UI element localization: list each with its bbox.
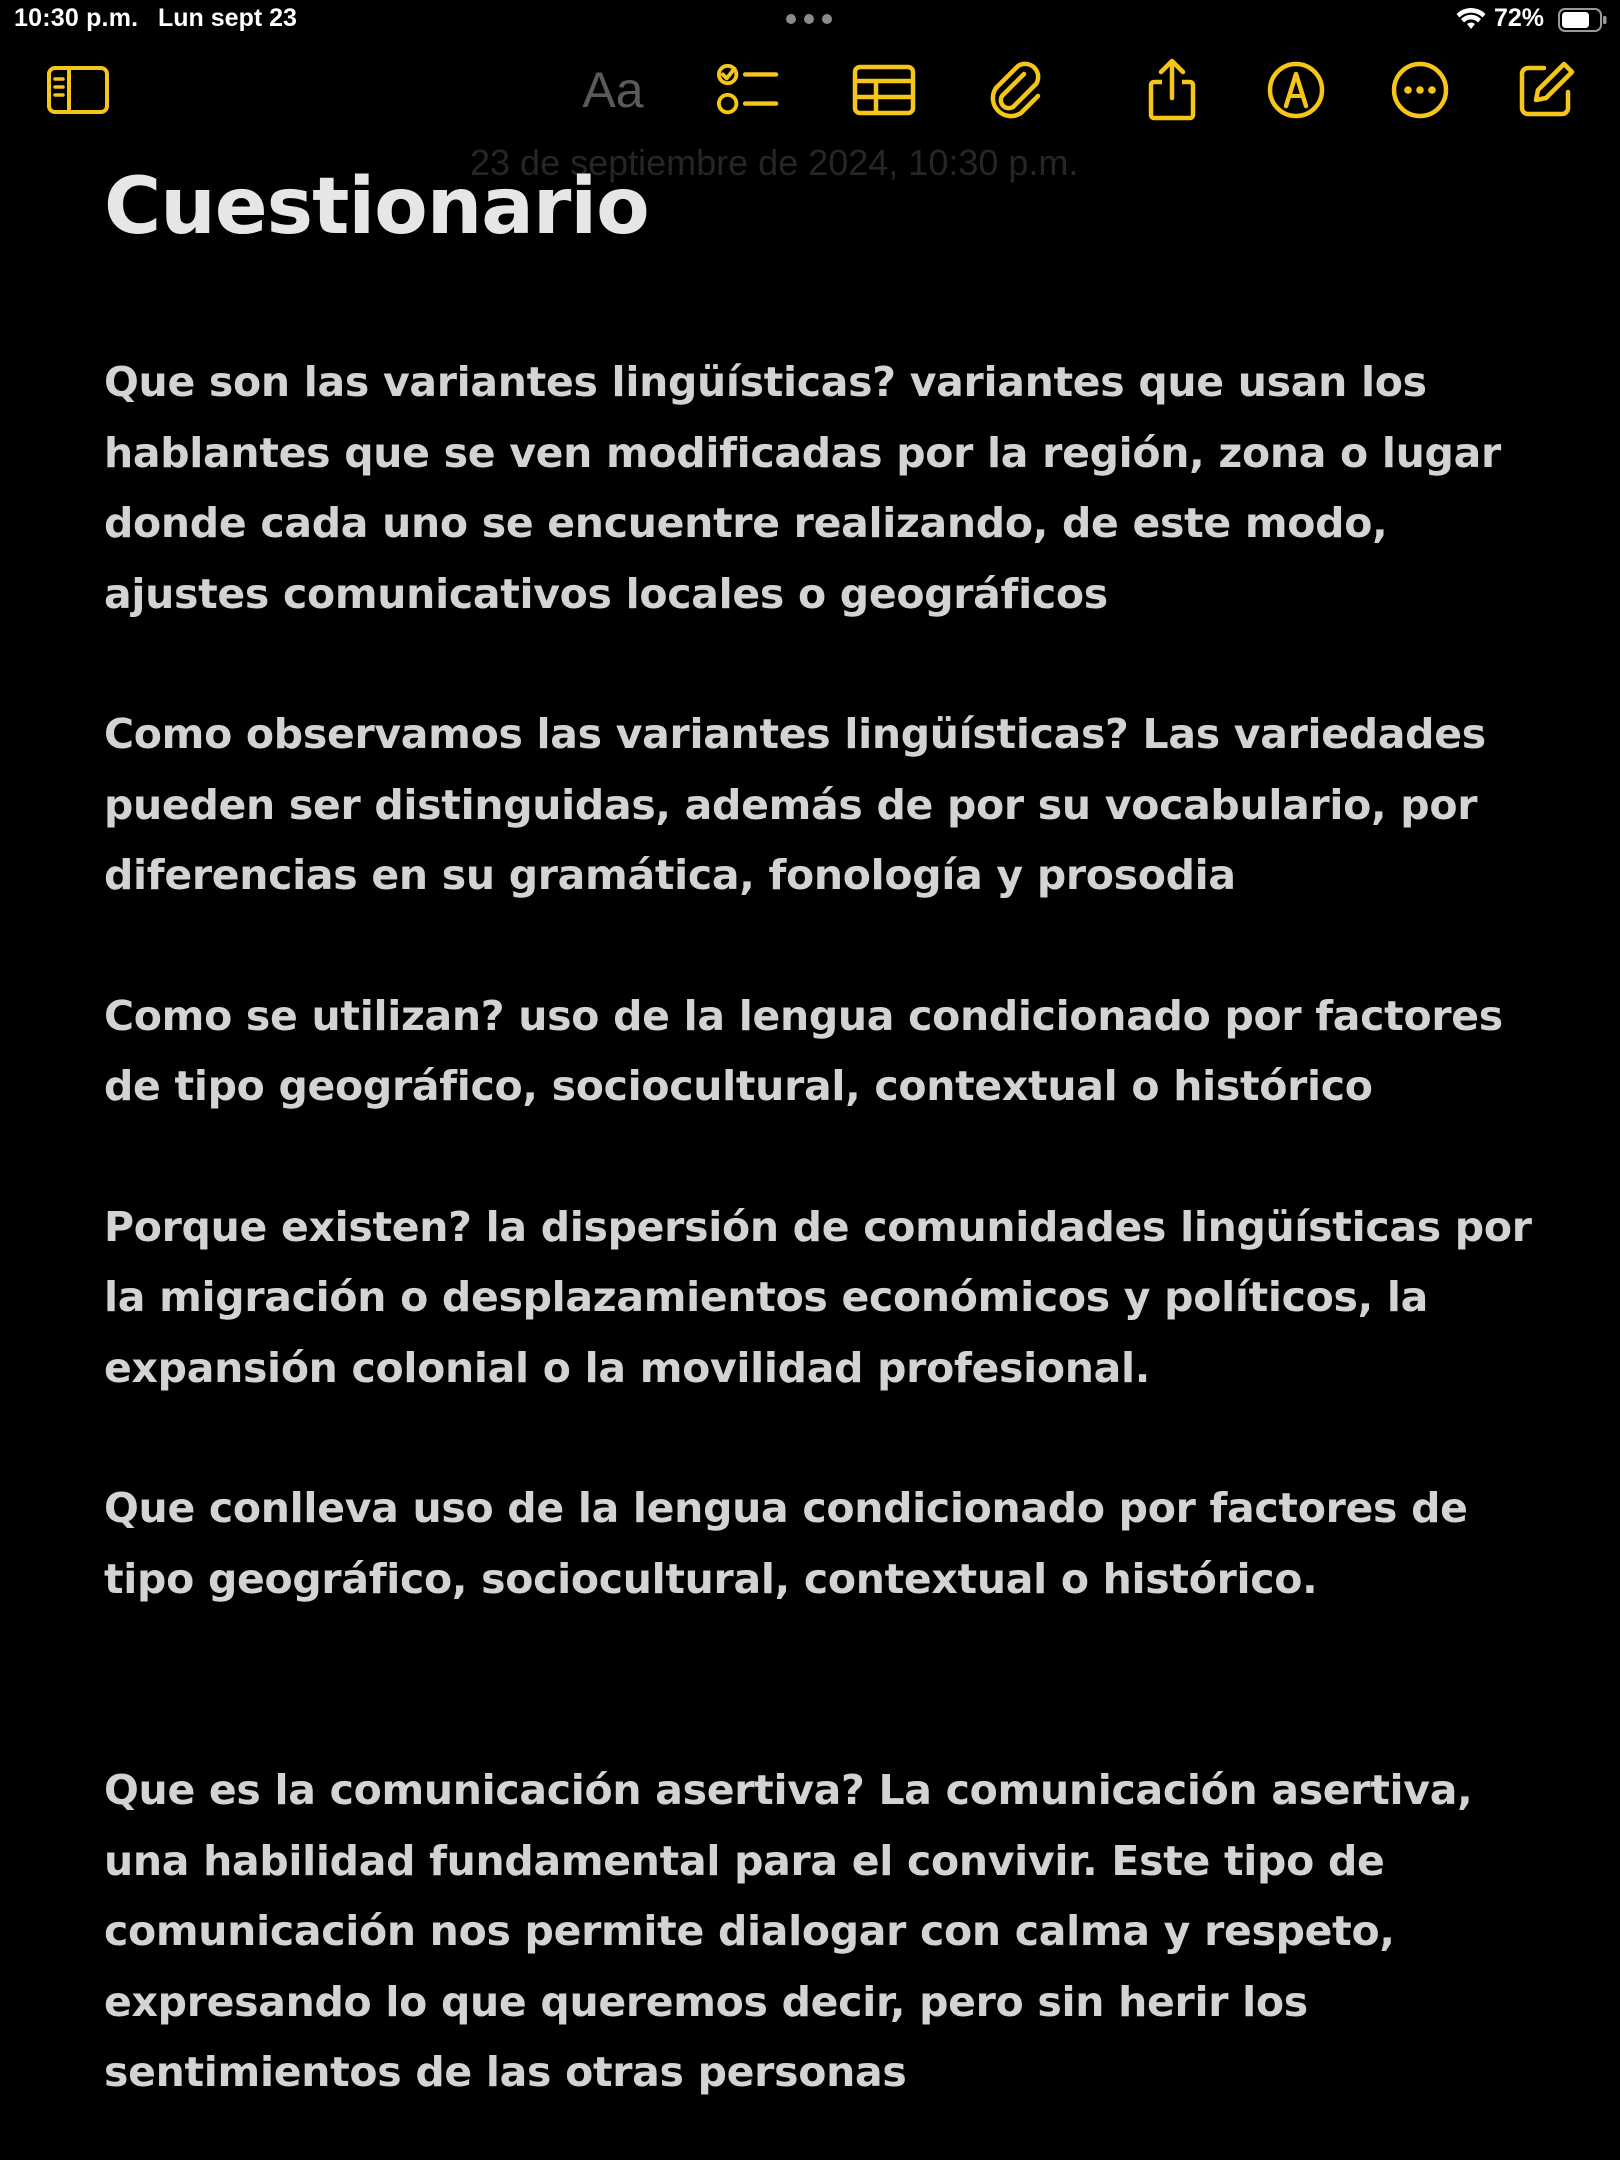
status-bar bbox=[0, 0, 1620, 40]
text-format-button[interactable]: Aa bbox=[582, 62, 644, 118]
compose-button[interactable] bbox=[1514, 58, 1578, 122]
battery-icon bbox=[1558, 8, 1608, 32]
checklist-icon bbox=[716, 60, 780, 120]
ellipsis-icon bbox=[1390, 60, 1450, 120]
notes-toolbar bbox=[0, 50, 1620, 183]
table-icon bbox=[852, 64, 916, 116]
note-paragraph[interactable]: Como se utilizan? uso de la lengua condicionado por factores de tipo geográfico, sociocultural, contextual o histórico bbox=[104, 991, 1503, 1110]
note-title[interactable]: Cuestionario bbox=[104, 162, 649, 252]
more-options-button[interactable] bbox=[1388, 58, 1452, 122]
status-time: 10:30 p.m. bbox=[14, 4, 139, 32]
note-paragraph[interactable]: Que conlleva uso de la lengua condicionado por factores de tipo geográfico, sociocultural, contextual o histórico. bbox=[104, 1484, 1468, 1603]
note-paragraph[interactable]: Porque existen? la dispersión de comunidades lingüísticas por la migración o desplazamientos económicos y políticos, la expansión colonial o la movilidad profesional. bbox=[104, 1202, 1532, 1392]
compose-icon bbox=[1516, 60, 1576, 120]
note-body[interactable] bbox=[104, 160, 1544, 2108]
attachment-button[interactable] bbox=[984, 58, 1048, 122]
table-button[interactable] bbox=[852, 58, 916, 122]
note-paragraph[interactable]: Que son las variantes lingüísticas? variantes que usan los hablantes que se ven modificadas por la región, zona o lugar donde cada uno se encuentre realizando, de este modo, ajustes comunicativos locales o geográficos bbox=[104, 358, 1501, 618]
note-date-faded: 23 de septiembre de 2024, 10:30 p.m. bbox=[470, 142, 1079, 183]
status-date: Lun sept 23 bbox=[158, 4, 297, 32]
paperclip-icon bbox=[986, 60, 1046, 120]
sidebar-icon bbox=[46, 64, 110, 116]
markup-button[interactable] bbox=[1264, 58, 1328, 122]
note-paragraph[interactable]: Que es la comunicación asertiva? La comunicación asertiva, una habilidad fundamental para el convivir. Este tipo de comunicación nos permite dialogar con calma y respeto, expresando lo que queremos decir, pero sin herir los sentimientos de las otras personas bbox=[104, 1766, 1473, 2096]
share-button[interactable] bbox=[1140, 58, 1204, 122]
checklist-button[interactable] bbox=[716, 58, 780, 122]
markup-pen-icon bbox=[1266, 60, 1326, 120]
wifi-icon bbox=[1456, 8, 1486, 32]
sidebar-toggle-button[interactable] bbox=[46, 58, 110, 122]
battery-percentage: 72% bbox=[1494, 4, 1545, 32]
share-icon bbox=[1146, 58, 1198, 122]
multitasking-dots-icon[interactable] bbox=[786, 14, 832, 24]
note-paragraph[interactable]: Como observamos las variantes lingüísticas? Las variedades pueden ser distinguidas, además de por su vocabulario, por diferencias en su gramática, fonología y prosodia bbox=[104, 710, 1486, 899]
